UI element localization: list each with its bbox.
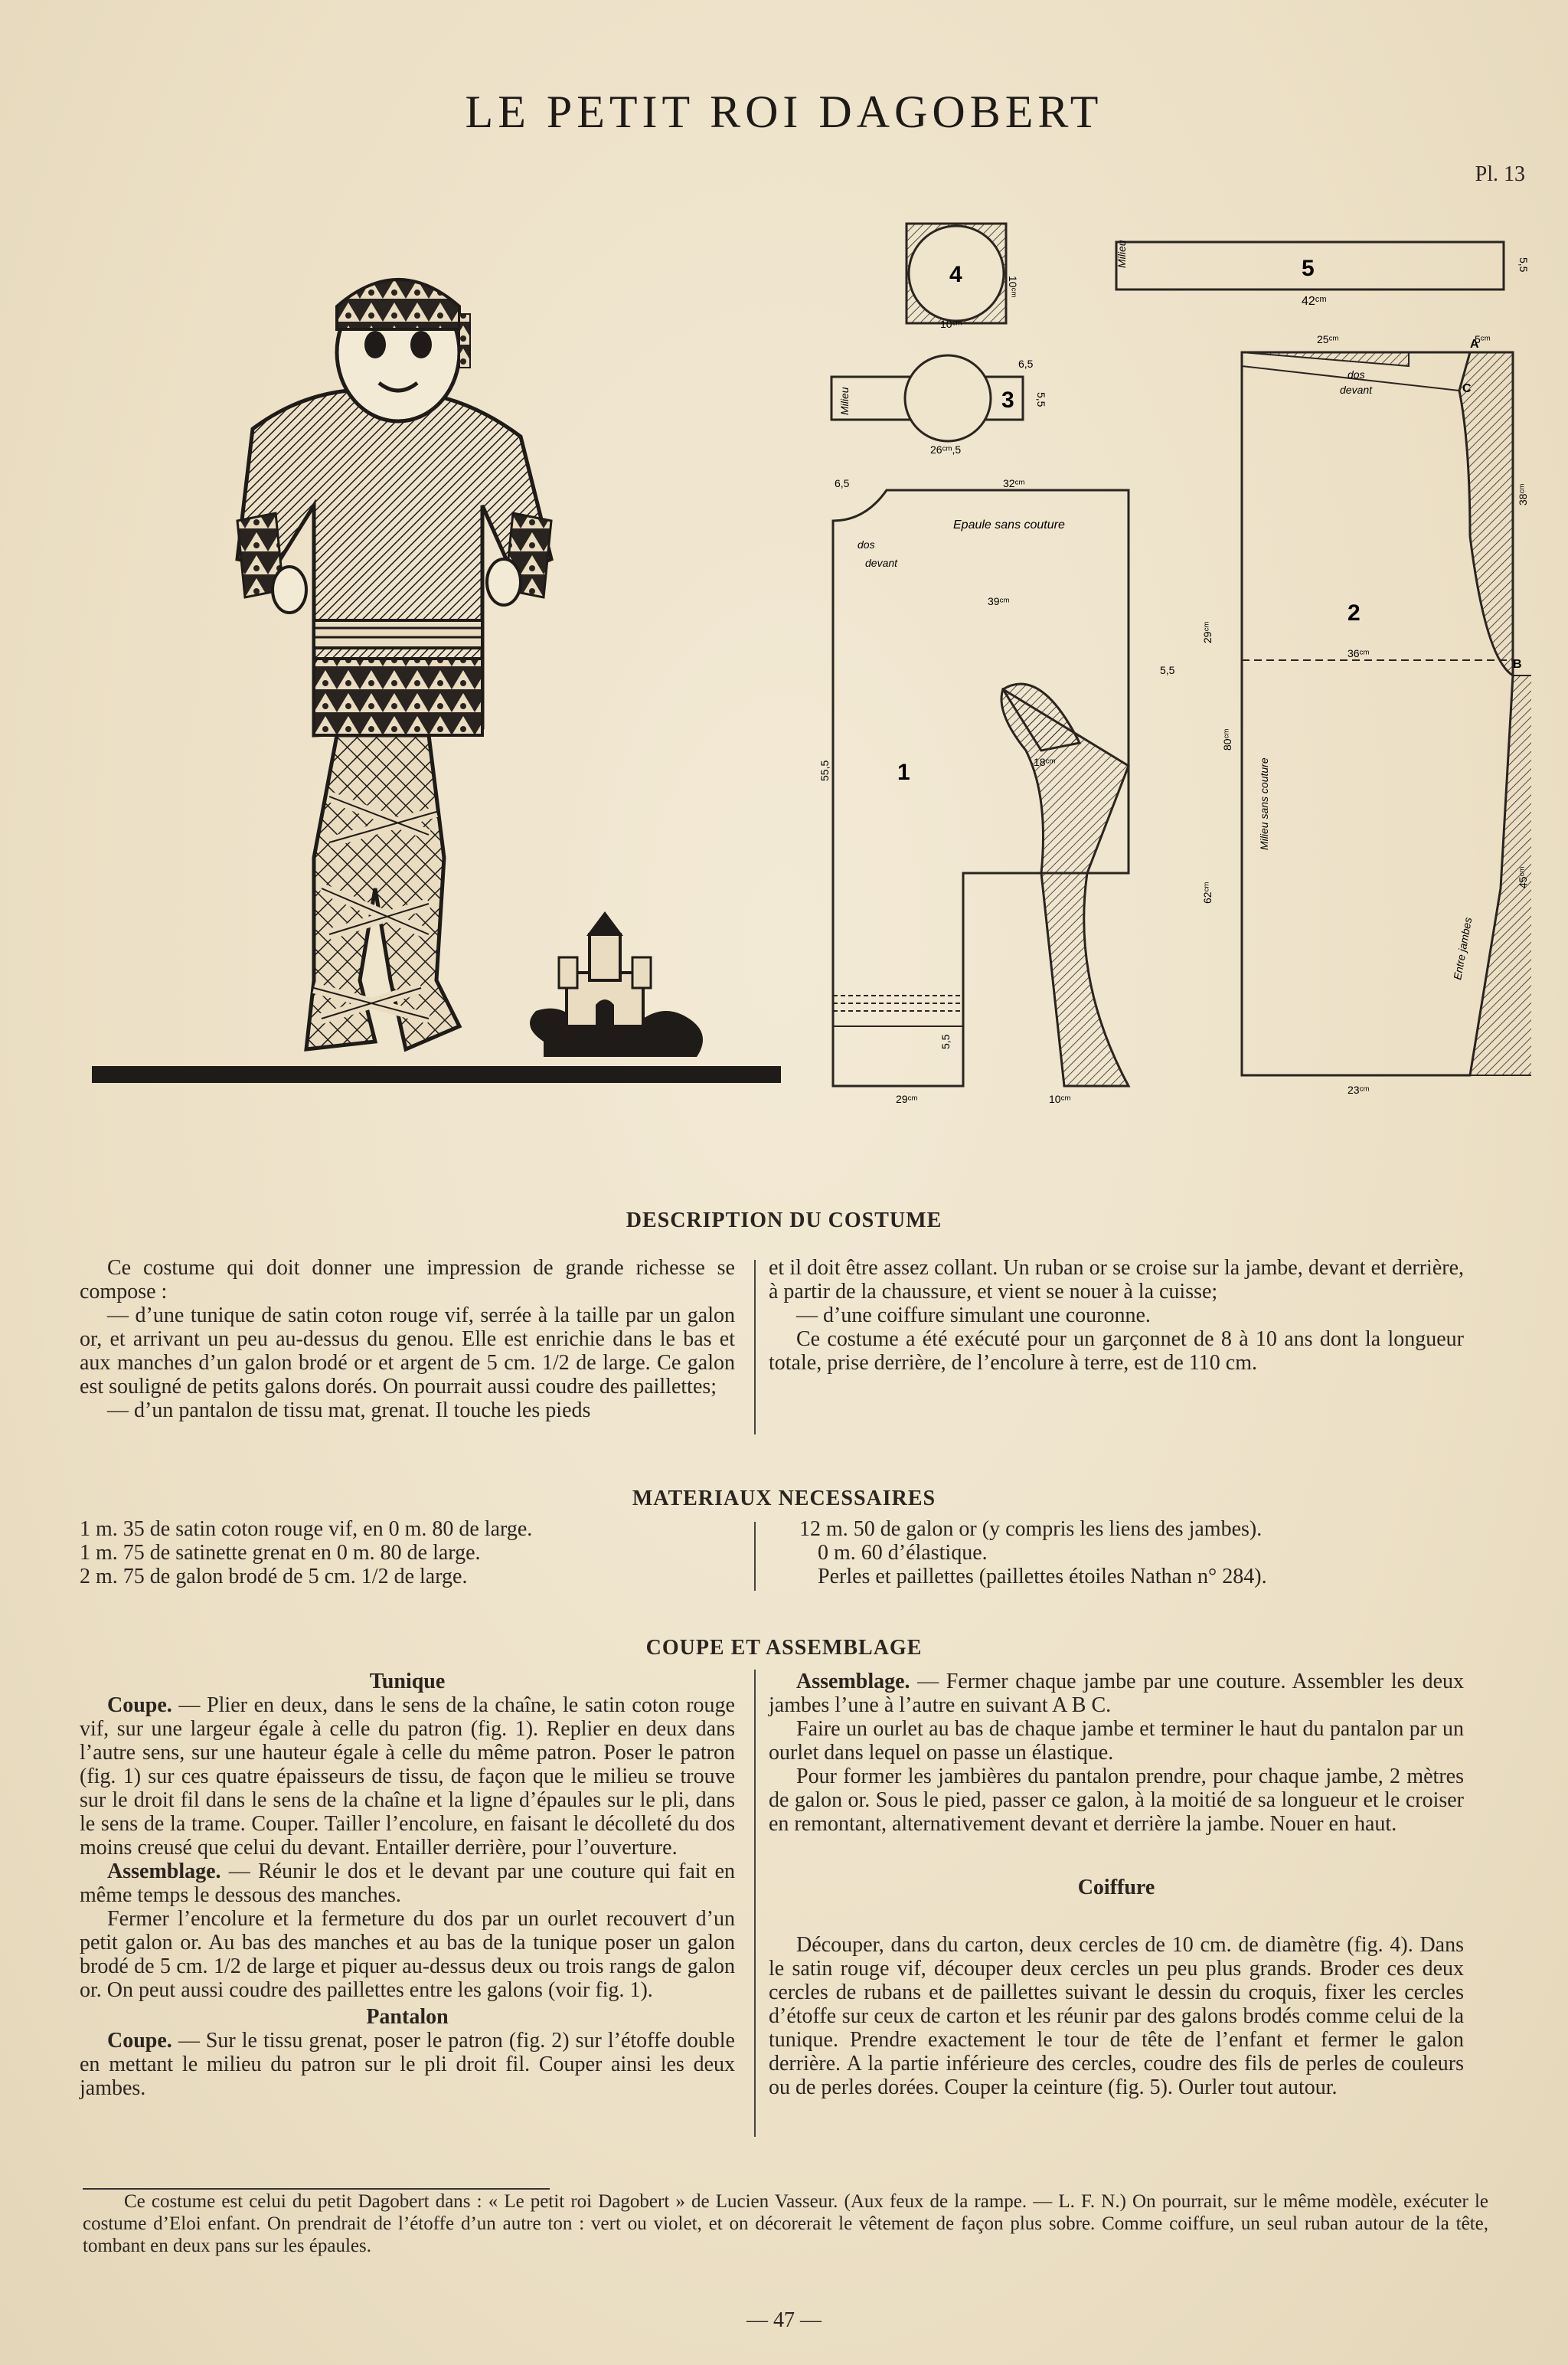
- svg-text:38ᶜᵐ: 38ᶜᵐ: [1517, 483, 1529, 505]
- svg-text:62ᶜᵐ: 62ᶜᵐ: [1201, 882, 1214, 904]
- costume-illustration: [84, 230, 789, 1095]
- svg-text:10ᶜᵐ: 10ᶜᵐ: [1049, 1093, 1071, 1103]
- svg-text:25ᶜᵐ: 25ᶜᵐ: [1317, 333, 1339, 345]
- svg-text:6,5: 6,5: [1018, 358, 1034, 370]
- svg-text:devant: devant: [865, 557, 898, 569]
- svg-text:5ᶜᵐ: 5ᶜᵐ: [1475, 333, 1491, 345]
- svg-text:Milieu: Milieu: [838, 387, 851, 415]
- pantalon-title: Pantalon: [366, 2005, 449, 2029]
- pattern-fig-2: [1242, 333, 1531, 1096]
- svg-text:29ᶜᵐ: 29ᶜᵐ: [1201, 621, 1214, 643]
- svg-text:C: C: [1462, 382, 1472, 395]
- svg-text:39ᶜᵐ: 39ᶜᵐ: [988, 595, 1010, 607]
- material-item: 1 m. 75 de satinette grenat en 0 m. 80 de large.: [80, 1541, 481, 1565]
- assembly-left-column: Tunique Coupe. — Plier en deux, dans le sens de la chaîne, le satin coton rouge vif, sur une largeur égale à celle du patron (fig. 1). Replier en deux dans l’autre sens, sur une hauteur égale à celle du même patron. Poser le patron (fig. 1) sur ces quatre épaisseurs de tissu, de façon que le milieu se trouve sur le droit fil dans le sens de la chaîne et la ligne d’épaules sur le pli, dans le sens de la trame. Couper. Tailler l’encolure, en faisant le décolleté du dos moins creusé que celui du devant. Entailler derrière, pour l’ouverture. Assemblage. — Réunir le dos et le devant par une couture qui fait en même temps le dessous des manches. Fermer l’encolure et la fermeture du dos par un ourlet recouvert d’un petit galon or. Au bas des manches et au bas de la tunique poser un galon brodé de 5 cm. 1/2 de large et piquer au-dessus deux ou trois rangs de galon or. On peut aussi coudre des paillettes entre les galons (voir fig. 1). Pantalon Coupe. — Sur le tissu grenat, poser le patron (fig. 2) sur l’étoffe double en mettant le milieu du patron sur le pli droit fil. Couper ainsi les deux jambes.: [80, 1670, 735, 2100]
- pattern-fig-4: [906, 224, 1019, 330]
- svg-text:45ᶜᵐ: 45ᶜᵐ: [1517, 866, 1529, 888]
- svg-text:32ᶜᵐ: 32ᶜᵐ: [1003, 477, 1025, 489]
- svg-text:10ᶜᵐ: 10ᶜᵐ: [1007, 276, 1019, 298]
- svg-text:3: 3: [1001, 388, 1014, 413]
- description-heading: DESCRIPTION DU COSTUME: [626, 1209, 942, 1232]
- svg-text:6,5: 6,5: [835, 477, 850, 489]
- svg-text:Entre jambes: Entre jambes: [1451, 916, 1475, 981]
- coiffure-title: Coiffure: [1077, 1876, 1155, 1899]
- svg-text:36ᶜᵐ: 36ᶜᵐ: [1348, 647, 1370, 659]
- material-item: 0 m. 60 d’élastique.: [818, 1541, 988, 1565]
- plate-number: Pl. 13: [1475, 162, 1525, 186]
- svg-text:devant: devant: [1340, 384, 1373, 396]
- svg-text:5,5: 5,5: [939, 1034, 952, 1049]
- svg-text:dos: dos: [858, 538, 875, 551]
- svg-text:55,5: 55,5: [818, 760, 831, 781]
- svg-text:5,5: 5,5: [1160, 664, 1175, 676]
- fig4-number: 4: [949, 262, 962, 287]
- svg-text:10ᶜᵐ: 10ᶜᵐ: [940, 318, 962, 330]
- svg-text:23ᶜᵐ: 23ᶜᵐ: [1348, 1084, 1370, 1096]
- svg-text:B: B: [1513, 658, 1522, 671]
- description-right-column: et il doit être assez collant. Un ruban or se croise sur la jambe, devant et derrière, à partir de la chaussure, et vient se nouer à la cuisse; — d’une coiffure simulant une couronne. Ce costume a été exécuté pour un garçonnet de 8 à 10 ans dont la longueur totale, prise derrière, de l’encolure à terre, est de 110 cm.: [769, 1256, 1464, 1375]
- patterns-diagram: [812, 214, 1531, 1103]
- pattern-fig-1: [818, 477, 1233, 1103]
- column-divider: [754, 1522, 756, 1591]
- svg-text:29ᶜᵐ: 29ᶜᵐ: [896, 1093, 918, 1103]
- materials-right-list: [799, 1517, 1267, 1588]
- page-title: LE PETIT ROI DAGOBERT: [465, 87, 1103, 137]
- material-item: 2 m. 75 de galon brodé de 5 cm. 1/2 de large.: [80, 1565, 468, 1588]
- svg-text:A: A: [1470, 338, 1479, 351]
- tunique-title: Tunique: [369, 1670, 446, 1693]
- footnote-rule: [83, 2188, 550, 2190]
- material-item: Perles et paillettes (paillettes étoiles Nathan n° 284).: [818, 1565, 1267, 1588]
- footnote: Ce costume est celui du petit Dagobert dans : « Le petit roi Dagobert » de Lucien Vasseur. (Aux feux de la rampe. — L. F. N.) On pourrait, sur le même modèle, exécuter le costume d’Eloi enfant. On prendrait de l’étoffe d’un autre ton : vert ou violet, et on décorerait le vêtement de façon plus sobre. Comme coiffure, un seul ruban autour de la tête, tombant en deux pans sur les épaules.: [83, 2191, 1488, 2256]
- svg-text:1: 1: [897, 760, 910, 785]
- page-number: — 47 —: [746, 2308, 822, 2332]
- materials-heading: MATERIAUX NECESSAIRES: [632, 1487, 936, 1510]
- svg-text:18ᶜᵐ: 18ᶜᵐ: [1034, 756, 1056, 768]
- svg-text:2: 2: [1348, 600, 1361, 626]
- assembly-heading: COUPE ET ASSEMBLAGE: [645, 1636, 923, 1660]
- column-divider: [754, 1260, 756, 1434]
- svg-text:Milieu sans couture: Milieu sans couture: [1258, 757, 1270, 850]
- svg-text:80ᶜᵐ: 80ᶜᵐ: [1221, 728, 1233, 751]
- pattern-fig-3: [831, 355, 1047, 456]
- materials-left-list: [80, 1517, 532, 1588]
- material-item: 1 m. 35 de satin coton rouge vif, en 0 m. 80 de large.: [80, 1517, 533, 1541]
- svg-text:5,5: 5,5: [1035, 392, 1047, 407]
- svg-text:Milieu: Milieu: [1116, 240, 1128, 268]
- castle-icon: [530, 911, 703, 1057]
- svg-text:42ᶜᵐ: 42ᶜᵐ: [1302, 295, 1327, 308]
- svg-text:5: 5: [1302, 256, 1315, 281]
- material-item: 12 m. 50 de galon or (y compris les liens des jambes).: [799, 1517, 1263, 1541]
- svg-text:5,5: 5,5: [1517, 257, 1530, 273]
- description-left-column: Ce costume qui doit donner une impression de grande richesse se compose : — d’une tunique de satin coton rouge vif, serrée à la taille par un galon or, et arrivant un peu au-dessus du genou. Elle est enrichie dans le bas et aux manches d’un galon brodé or et argent de 5 cm. 1/2 de large. Ce galon est souligné de petits galons dorés. On pourrait aussi coudre des paillettes; — d’un pantalon de tissu mat, grenat. Il touche les pieds: [80, 1256, 735, 1422]
- svg-text:dos: dos: [1348, 368, 1365, 381]
- pattern-fig-5: [1116, 240, 1530, 308]
- svg-text:26ᶜᵐ,5: 26ᶜᵐ,5: [930, 443, 962, 456]
- svg-text:Epaule sans couture: Epaule sans couture: [953, 518, 1065, 532]
- column-divider: [754, 1670, 756, 2137]
- assembly-right-column: Assemblage. — Fermer chaque jambe par une couture. Assembler les deux jambes l’une à l’autre en suivant A B C. Faire un ourlet au bas de chaque jambe et terminer le haut du pantalon par un ourlet dans lequel on passe un élastique. Pour former les jambières du pantalon prendre, pour chaque jambe, 2 mètres de galon or. Sous le pied, passer ce galon, à la moitié de sa longueur et le croiser en remontant, alternativement devant et derrière la jambe. Nouer en haut. Coiffure Découper, dans du carton, deux cercles de 10 cm. de diamètre (fig. 4). Dans le satin rouge vif, découper deux cercles un peu plus grands. Broder ces deux cercles de rubans et de paillettes suivant le dessin du croquis, fixer les cercles d’étoffe sur ceux de carton et les réunir par des galons brodés comme celui de la tunique. Prendre exactement le tour de tête de l’enfant et fermer le galon derrière. A la partie inférieure des cercles, coudre des fils de perles de couleurs ou de perles dorées. Couper la ceinture (fig. 5). Ourler tout autour.: [769, 1670, 1464, 2099]
